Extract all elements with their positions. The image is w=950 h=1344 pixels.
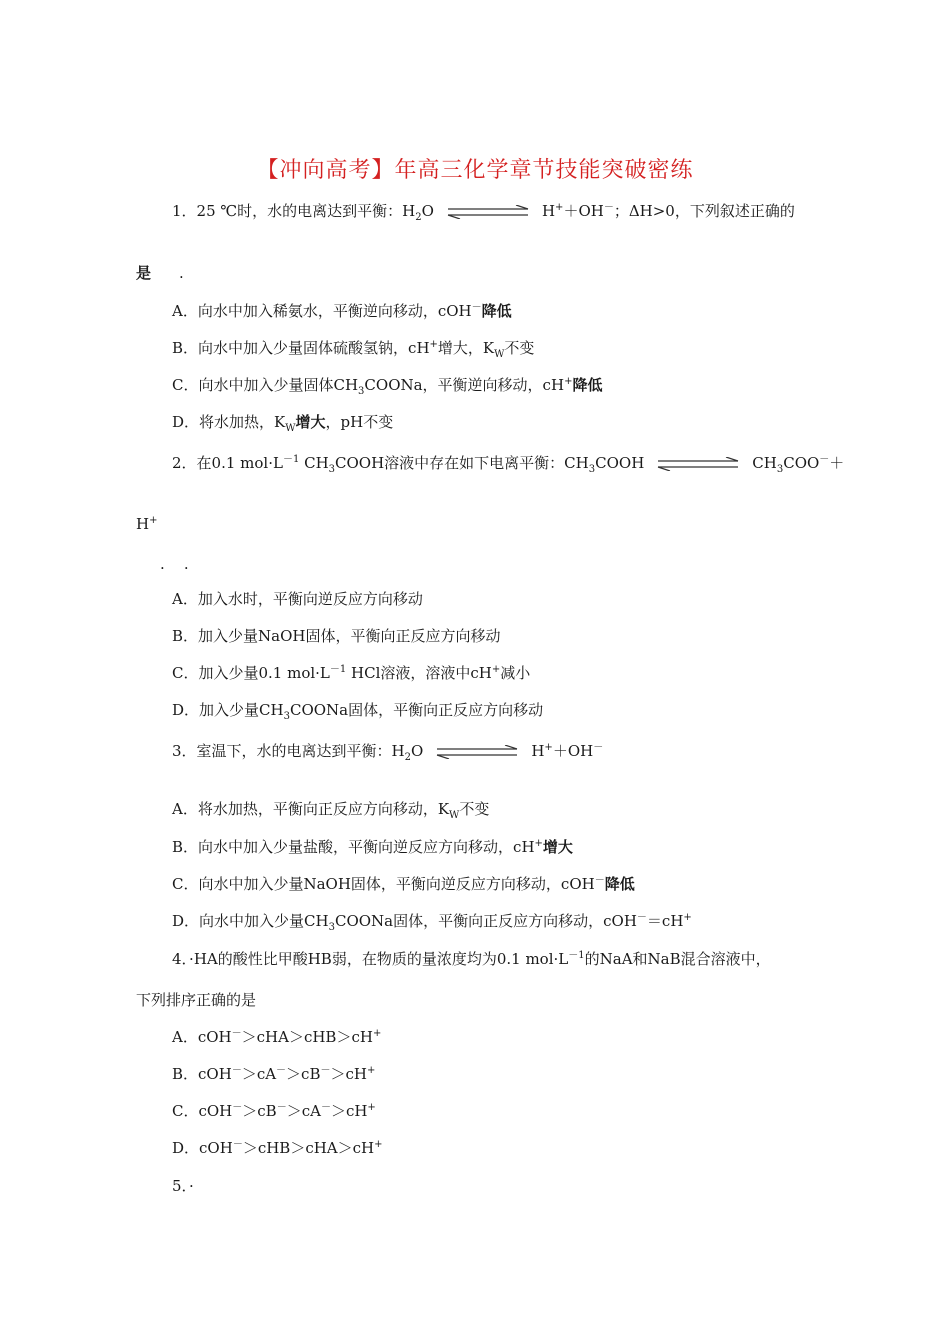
question-2-option-c: C．加入少量0.1 $mol\cdot L^{-1}$ HCl溶液，溶液中cH+减小 [172,664,531,682]
question-4-option-a: A．cOH－＞cHA＞cHB＞cH+ [172,1028,382,1046]
question-3-option-d: D．向水中加入少量$CH_3COONa$固体，平衡向正反应方向移动，cOH－＝cH+ [172,912,692,933]
question-2-blank: . . [160,555,189,573]
question-4-continuation: 下列排序正确的是 [136,991,257,1009]
page-title: 【冲向高考】年高三化学章节技能突破密练 [256,158,694,183]
equilibrium-arrow-icon [446,205,530,219]
question-1-option-a: A．向水中加入稀氨水，平衡逆向移动，cOH－降低 [172,302,512,320]
question-4-option-b: B．cOH－＞cA－＞cB－＞cH+ [172,1065,376,1083]
question-3-option-a: A．将水加热，平衡向正反应方向移动，$K_W$不变 [172,800,490,821]
question-1-option-b: B．向水中加入少量固体硫酸氢钠，cH+增大，$K_W$不变 [172,339,535,360]
question-2-continuation: H+ [136,515,158,533]
question-2-option-b: B．加入少量NaOH固体，平衡向正反应方向移动 [172,627,501,645]
question-3-stem: 3．室温下，水的电离达到平衡：$H_2O$ H+＋OH－ [172,742,604,763]
question-1-option-d: D．将水加热，$K_W$增大，pH不变 [172,413,394,434]
question-2-stem: 2．在0.1 $mol\cdot L^{-1}$ $CH_3COOH$溶液中存在如下电离平衡：$CH_3COOH$ $CH_3COO^-+$ [172,454,845,475]
question-1-continuation: 是 . [136,264,184,282]
equilibrium-arrow-icon [435,745,519,759]
question-1-stem: 1．25 ℃时，水的电离达到平衡：$H_2O$ H+＋OH－；ΔH>0，下列叙述正确的 [172,202,795,223]
question-1-option-c: C．向水中加入少量固体$CH_3COONa$，平衡逆向移动，cH+降低 [172,376,603,397]
question-3-option-c: C．向水中加入少量NaOH固体，平衡向逆反应方向移动，cOH－降低 [172,875,635,893]
question-4-option-c: C．cOH－＞cB－＞cA－＞cH+ [172,1102,376,1120]
question-3-option-b: B．向水中加入少量盐酸，平衡向逆反应方向移动，cH+增大 [172,838,573,856]
equilibrium-arrow-icon [656,457,740,471]
question-4-option-d: D．cOH－＞cHB＞cHA＞cH+ [172,1139,383,1157]
question-5-stem: 5．· [172,1177,194,1195]
question-2-option-a: A．加入水时，平衡向逆反应方向移动 [172,590,423,608]
question-4-stem: 4．·HA的酸性比甲酸HB弱，在物质的量浓度均为0.1 $mol\cdot L^{-1}$的NaA和NaB混合溶液中， [172,950,771,968]
question-2-option-d: D．加入少量$CH_3COONa$固体，平衡向正反应方向移动 [172,701,544,722]
